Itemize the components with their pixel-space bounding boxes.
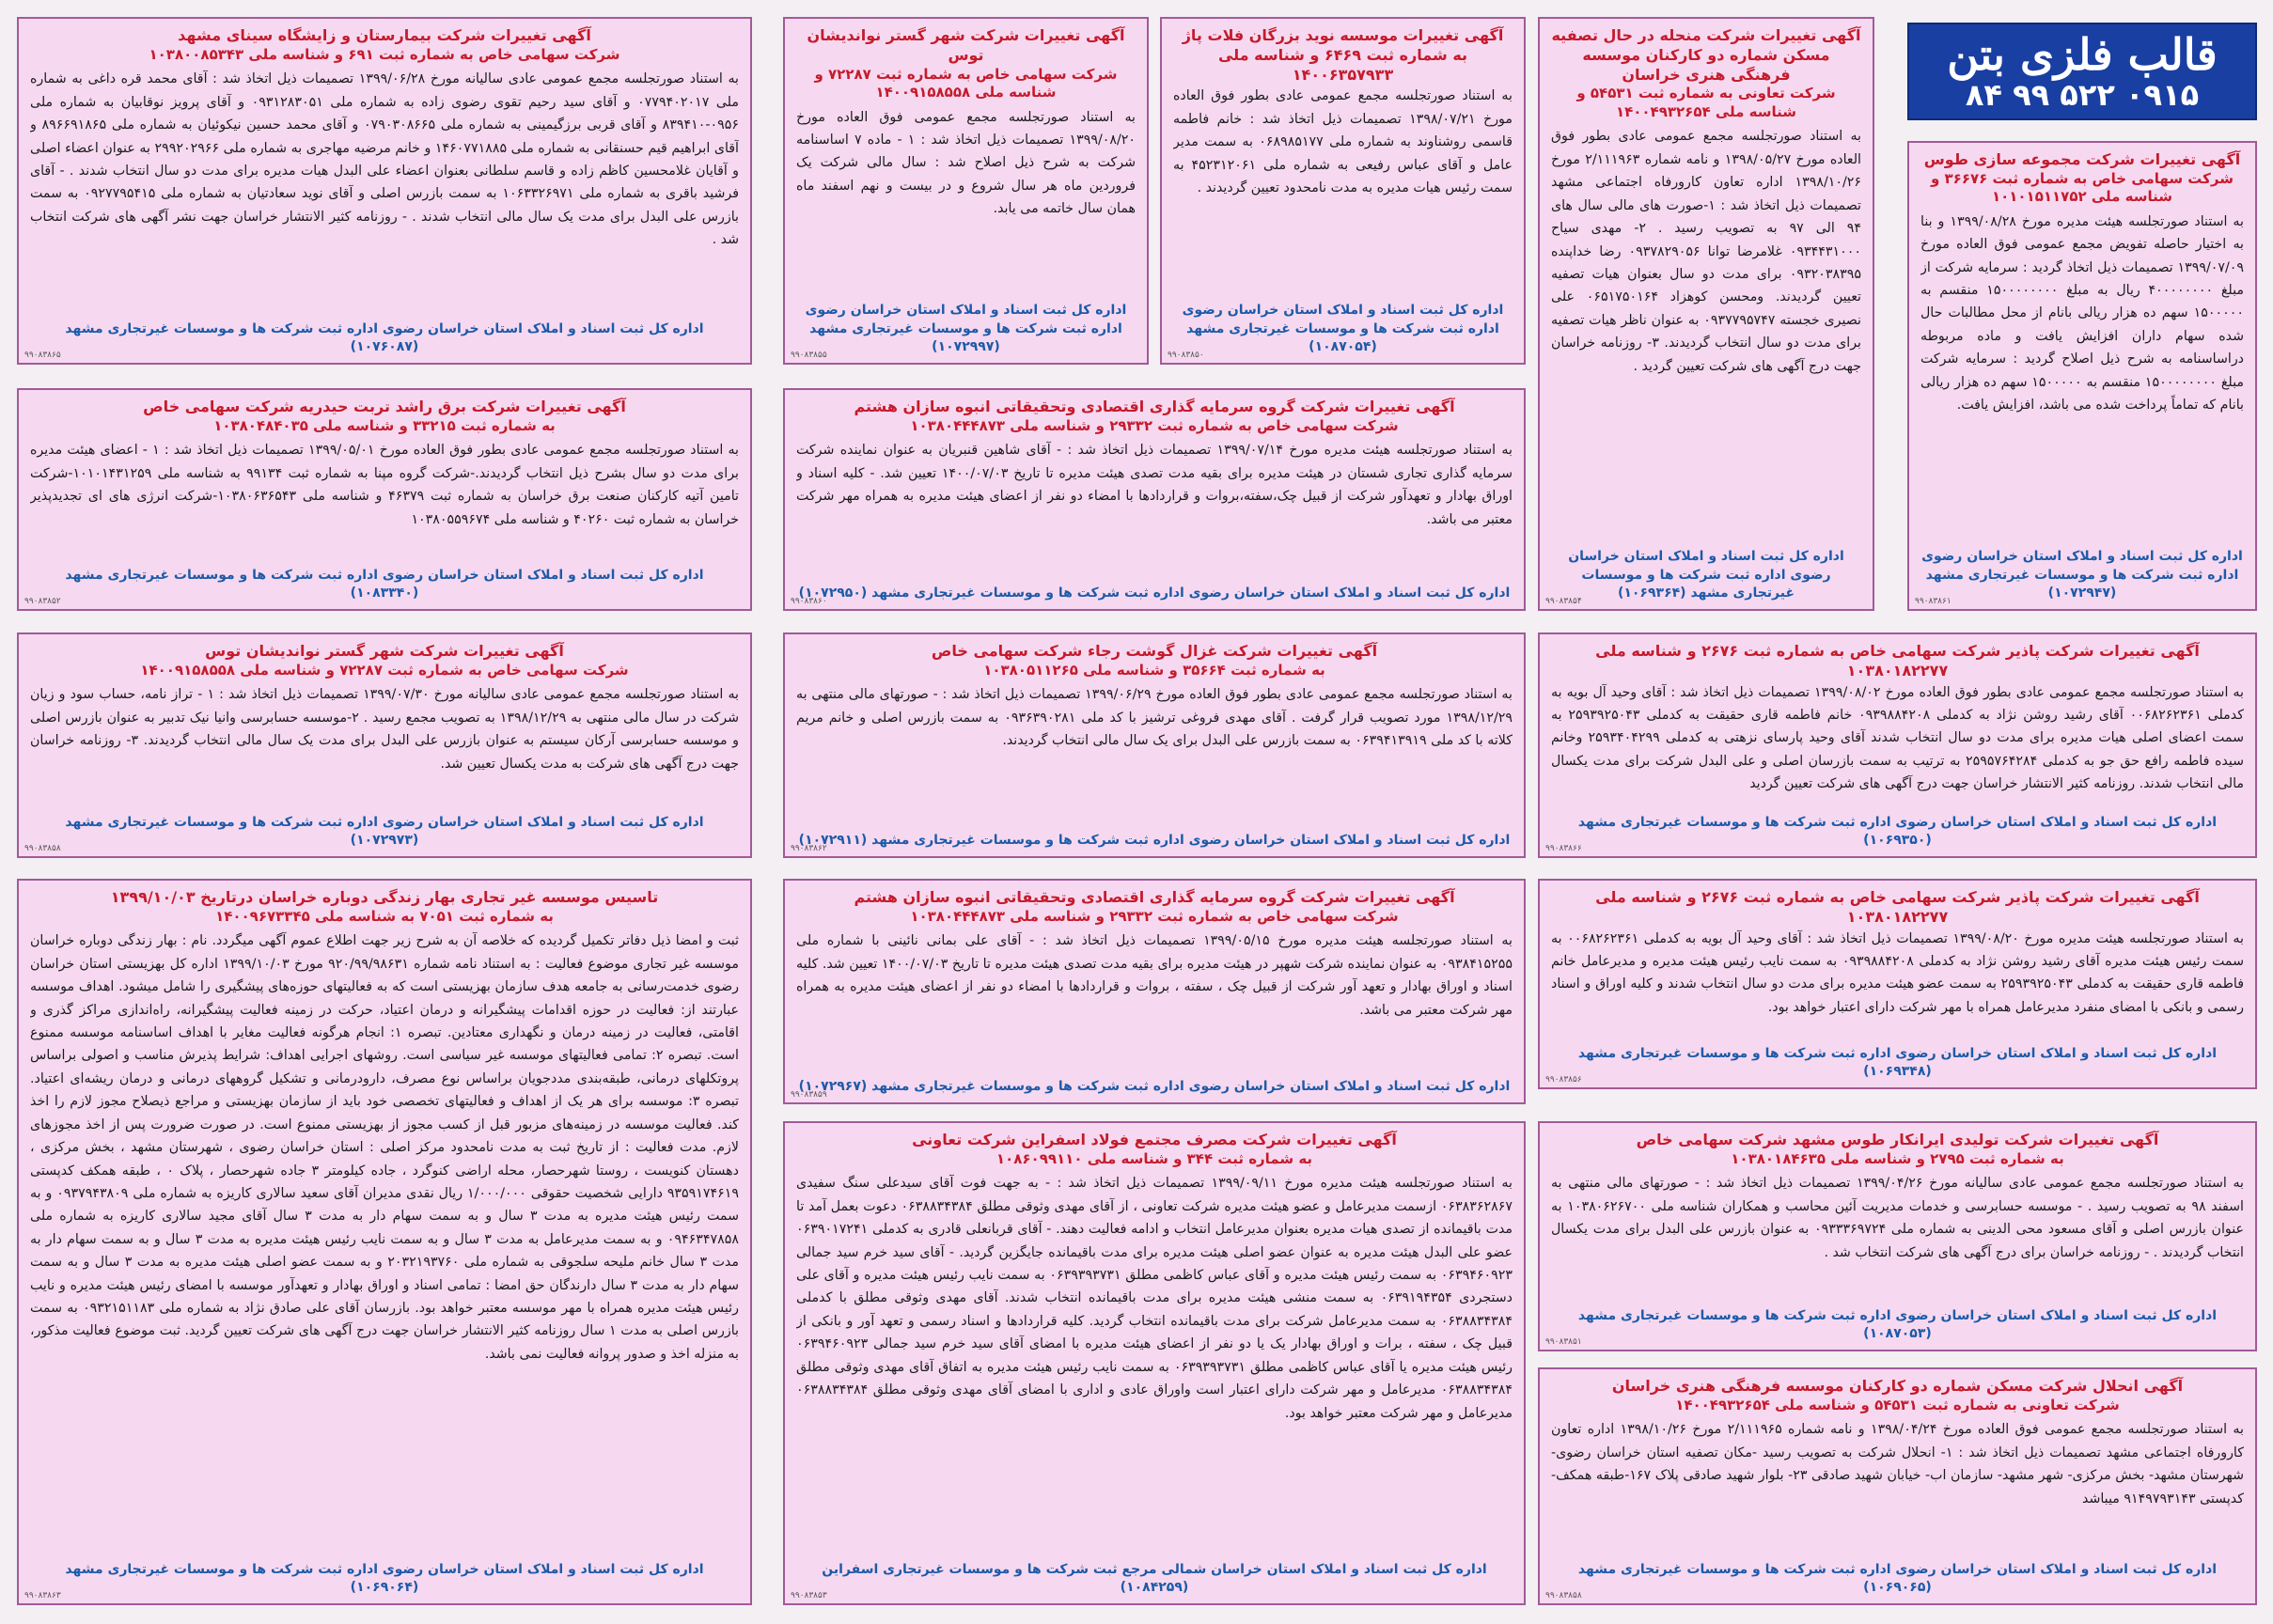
ad-card xyxy=(783,879,1526,1104)
ad-code: ۹۹۰۸۳۸۵۹ xyxy=(791,1090,827,1100)
ad-code: ۹۹۰۸۳۸۵۸ xyxy=(24,844,61,853)
ad-title: آگهی تغییرات شرکت تولیدی ایرانکار طوس مشهد شرکت سهامی خاص xyxy=(1636,1131,2159,1148)
ad-code: ۹۹۰۸۳۸۵۲ xyxy=(24,597,61,606)
ad-footer: اداره کل ثبت اسناد و املاک استان خراسان رضوی اداره ثبت شرکت ها و موسسات غیرتجاری مشهد (۱۰۸۳۳۴۰) xyxy=(65,567,704,601)
ad-card xyxy=(783,388,1526,611)
ad-subtitle: به شماره ثبت ۳۵۶۶۴ و شناسه ملی ۱۰۳۸۰۵۱۱۲۶۵ xyxy=(983,661,1325,679)
ad-footer: اداره کل ثبت اسناد و املاک استان خراسان رضوی اداره ثبت شرکت ها و موسسات غیرتجاری مشهد (۱۰۶۹۳۶۴) xyxy=(1568,549,1844,601)
ad-card xyxy=(1538,1367,2257,1605)
ad-code: ۹۹۰۸۳۸۵۵ xyxy=(791,351,827,360)
ad-title: آگهی تغییرات شرکت گروه سرمایه گذاری اقتصادی وتحقیقاتی انبوه سازان هشتم xyxy=(854,888,1455,906)
ad-title: آگهی تغییرات شرکت بیمارستان و زایشگاه سینای مشهد xyxy=(178,26,591,44)
ad-card xyxy=(17,388,752,611)
ad-card xyxy=(17,879,752,1605)
ad-title: آگهی تغییرات موسسه نوید بزرگان فلات پاژ به شماره ثبت ۶۴۶۹ و شناسه ملی ۱۴۰۰۶۳۵۷۹۳۳ xyxy=(1182,26,1504,84)
ad-footer: اداره کل ثبت اسناد و املاک استان خراسان رضوی اداره ثبت شرکت ها و موسسات غیرتجاری مشهد (۱۰۷۲۹۵۰) xyxy=(798,586,1511,601)
ad-card xyxy=(783,17,1149,365)
ad-body: به استناد صورتجلسه هیئت مدیره مورخ ۱۳۹۹/۰۵/۱۵ تصمیمات ذیل اتخاذ شد : - آقای علی بمانی نائینی با شماره ملی ۰۹۳۸۴۱۵۲۵۵ به عنوان نماینده شرکت شهپر در هیئت مدیره برای بقیه مدت تصدی هیئت مدیره تا تاریخ ۱۴۰۰/۰۷/۰۳ تعیین شد. کلیه اسناد و اوراق بهادار و تعهد آور شرکت از قبیل چک ، سفته ، بروات و قراردادها با امضاء دو نفر از اعضای هیئت مدیره به همراه مهر شرکت معتبر می باشد. xyxy=(796,933,1513,1018)
ad-body: ثبت و امضا ذیل دفاتر تکمیل گردیده که خلاصه آن به شرح زیر جهت اطلاع عموم آگهی میگردد. نام : بهار زندگی دوباره خراسان موسسه غیر تجاری موضوع فعالیت : به استناد نامه شماره ۹۲۰/۹۹/۹۸۶۳۱ مورخ ۱۳۹۹/۱۰/۰۳ اداره کل بهزیستی استان خراسان رضوی خدمت‌رسانی به جامعه هدف سازمان بهزیستی است که به فعالیتهای حوزه‌های پیشگیری را شامل میشود. اهداف موسسه عبارتند از: فعالیت در حوزه اقدامات پیشگیرانه و درمان اعتیاد، حرکت در زمینه فعالیت پیشگیرانه، راه‌اندازی مراکز گذری و اقامتی، فعالیت در زمینه درمان و نگهداری معتادین. تبصره ۱: انجام هرگونه فعالیت مغایر با اهداف اساسنامه موسسه ممنوع است. تبصره ۲: تمامی فعالیتهای موسسه غیر سیاسی است. روشهای اجرایی اهداف: شرایط پذیرش مناسب و اصولی براساس پروتکلهای درمانی، طبقه‌بندی مددجویان براساس نوع مصرف، دارودرمانی و تشکیل گروههای درمانی و درمان ریشه‌ای اعتیاد. تبصره ۳: موسسه برای هر یک از اهداف و فعالیتهای تخصصی خود باید از سازمان بهزیستی و مراجع ذیصلاح مجوز لازم را اخذ کند. فعالیت موسسه در زمینه‌های مزبور قبل از کسب مجوز از بهزیستی ممنوع است. در صورت ضرورت پس از اخذ مجوزهای لازم. مدت فعالیت : از تاریخ ثبت به مدت نامحدود مرکز اصلی : استان خراسان رضوی ، شهرستان مشهد ، بخش مرکزی ، دهستان کنویست ، روستا شهرحصار، محله اراضی کنوگرد ، جاده کیلومتر ۳ جاده شهرحصار ، پلاک ۰ ، طبقه همکف کدپستی ۹۳۵۹۱۷۴۶۱۹ دارایی شخصیت حقوقی ۱/۰۰۰/۰۰۰ ریال نقدی مدیران آقای سعید سالاری کاریزه به شماره ملی ۰۹۳۷۹۴۳۸۰۹ و به سمت رئیس هیئت مدیره به مدت ۳ سال و به سمت سهام دار به مدت ۳ سال آقای مجید سالاری کاریزه به شماره ملی ۰۹۴۶۳۴۷۸۵۸ و به سمت مدیرعامل به مدت ۳ سال و به سمت نایب رئیس هیئت مدیره به مدت ۳ سال و به سمت سهام دار به مدت ۳ سال خانم ملیحه سلجوقی به شماره ملی ۲۰۳۲۱۹۳۷۶۰ و به سمت عضو اصلی هیئت مدیره به مدت ۳ سال و به سمت سهام دار به مدت ۳ سال دارندگان حق امضا : تمامی اسناد و اوراق بهادار و تعهدآور موسسه با امضای رئیس هیئت مدیره و نایب رئیس هیئت مدیره همراه با مهر موسسه معتبر خواهد بود. بازرسان آقای علی صادق نژاد به شماره ملی ۰۹۳۲۱۵۱۱۸۳ به سمت بازرس اصلی به مدت ۱ سال روزنامه کثیر الانتشار خراسان جهت درج آگهی های شرکت تعیین گردید. ثبت موضوع فعالیت مذکور، به منزله اخذ و صدور پروانه فعالیت نمی باشد. xyxy=(30,933,739,1362)
ad-body: به استناد صورتجلسه هیئت مدیره مورخ ۱۳۹۹/۰۸/۲۸ و بنا به اختیار حاصله تفویض مجمع عمومی فوق العاده مورخ ۱۳۹۹/۰۷/۰۹ تصمیمات ذیل اتخاذ گردید : سرمایه شرکت از مبلغ ۴۰۰۰۰۰۰۰۰ ریال به مبلغ ۱۵۰۰۰۰۰۰۰۰ منقسم به ۱۵۰۰۰۰۰ سهم ده هزار ریالی بانام از محل مطالبات حال شده سهام داران افزایش یافت و ماده مربوطه دراساسنامه به شرح ذیل اصلاح گردید : سرمایه شرکت مبلغ ۱۵۰۰۰۰۰۰۰۰ منقسم به ۱۵۰۰۰۰۰ سهم ده هزار ریالی بانام که تماماً پرداخت شده می باشد، افزایش یافت. xyxy=(1920,213,2244,414)
ad-body: به استناد صورتجلسه هیئت مدیره مورخ ۱۳۹۹/۰۸/۲۰ تصمیمات ذیل اتخاذ شد : آقای وحید آل بویه به کدملی ۰۰۶۸۲۶۲۳۶۱ به سمت رئیس هیئت مدیره آقای رشید روشن نژاد به کدملی ۰۹۳۹۸۸۴۲۰۸ به سمت نایب رئیس هیئت مدیره و مدیرعامل خانم فاطمه قاری حقیقت به کدملی ۲۵۹۳۹۲۵۰۴۳ به سمت عضو هیئت مدیره برای مدت دو سال انتخاب شدند و کلیه اوراق و اسناد رسمی و بانکی با امضای منفرد مدیرعامل همراه با مهر شرکت دارای اعتبار خواهد بود. xyxy=(1551,930,2244,1015)
ad-code: ۹۹۰۸۳۸۵۴ xyxy=(1545,597,1582,606)
ad-code: ۹۹۰۸۳۸۵۶ xyxy=(1545,1075,1582,1085)
ad-body: به استناد صورتجلسه مجمع عمومی عادی بطور فوق العاده مورخ ۱۳۹۹/۰۵/۰۱ تصمیمات ذیل اتخاذ شد : ۱ - اعضای هیئت مدیره برای مدت دو سال بشرح ذیل انتخاب گردیدند.-شرکت گروه مپنا به شماره ثبت ۹۹۱۳۴ به شناسه ملی ۱۰۱۰۱۴۳۱۲۵۹-شرکت تامین آتیه کارکنان صنعت برق خراسان به شماره ثبت ۴۶۳۷۹ و شناسه ملی ۱۰۳۸۰۶۳۶۵۴۳-شرکت انرژی های ای تجدیدپذیر خراسان به شماره ثبت ۴۰۲۶۰ و شناسه ملی ۱۰۳۸۰۵۵۹۶۷۴ xyxy=(30,443,739,527)
ad-footer: اداره کل ثبت اسناد و املاک استان خراسان رضوی اداره ثبت شرکت ها و موسسات غیرتجاری مشهد (۱۰۷۲۹۹۷) xyxy=(805,303,1127,355)
ad-code: ۹۹۰۸۳۸۶۱ xyxy=(1915,597,1952,606)
ad-body: به استناد صورتجلسه مجمع عمومی عادی سالیانه مورخ ۱۳۹۹/۰۴/۲۶ تصمیمات ذیل اتخاذ شد : - صورتهای مالی منتهی به اسفند ۹۸ به تصویب رسید . - موسسه حسابرسی و خدمات مدیریت آئین محاسب و همکاران شناسه ملی ۱۰۳۸۰۶۲۶۷۰۰ به عنوان بازرس اصلی و آقای مسعود محی الدینی به شماره ملی ۰۹۳۳۳۶۹۷۲۴ به عنوان بازرس علی البدل برای مدت یکسال انتخاب گردیدند . - روزنامه خراسان برای درج آگهی های شرکت انتخاب شد . xyxy=(1551,1176,2244,1260)
ad-title: آگهی تغییرات شرکت مجموعه سازی طوس xyxy=(1923,150,2241,168)
ad-subtitle: شرکت سهامی خاص به شماره ثبت ۲۹۳۳۲ و شناسه ملی ۱۰۳۸۰۴۴۴۸۷۳ xyxy=(910,416,1399,434)
ad-footer: اداره کل ثبت اسناد و املاک استان خراسان رضوی اداره ثبت شرکت ها و موسسات غیرتجاری مشهد (۱۰۶۹۰۶۴) xyxy=(65,1561,704,1596)
ad-subtitle: به شماره ثبت ۳۴۴ و شناسه ملی ۱۰۸۶۰۹۹۱۱۰ xyxy=(995,1149,1313,1167)
ad-title: آگهی تغییرات شرکت شهر گستر نوانديشان توس xyxy=(205,642,564,660)
ad-subtitle: شرکت سهامی خاص به شماره ثبت ۶۹۱ و شناسه ملی ۱۰۳۸۰۰۸۵۳۴۳ xyxy=(149,45,620,63)
ad-footer: اداره کل ثبت اسناد و املاک استان خراسان رضوی اداره ثبت شرکت ها و موسسات غیرتجاری مشهد (۱۰۶۹۰۶۵) xyxy=(1577,1561,2218,1596)
ad-code: ۹۹۰۸۳۸۵۰ xyxy=(1168,351,1204,360)
ad-body: به استناد صورتجلسه مجمع عمومی عادی بطور فوق العاده مورخ ۱۳۹۸/۰۷/۲۱ تصمیمات ذیل اتخاذ شد : خانم فاطمه قاسمی روشناوند به شماره ملی ۰۶۸۹۸۵۱۷۷ به سمت مدیر عامل و آقای عباس رفیعی به شماره ملی ۴۵۲۳۱۲۰۶۱ به سمت رئیس هیات مدیره به مدت نامحدود تعیین گردیدند . xyxy=(1173,88,1513,196)
ad-subtitle: به شماره ثبت ۷۰۵۱ به شناسه ملی ۱۴۰۰۹۶۷۳۳۴۵ xyxy=(215,907,554,925)
ad-card xyxy=(783,1121,1526,1605)
ad-footer: اداره کل ثبت اسناد و املاک استان خراسان شمالی مرجع ثبت شرکت ها و موسسات غیرتجاری اسفراین (۱۰۸۴۲۵۹) xyxy=(822,1561,1487,1596)
ad-footer: اداره کل ثبت اسناد و املاک استان خراسان رضوی اداره ثبت شرکت ها و موسسات غیرتجاری مشهد (۱۰۶۹۳۵۰) xyxy=(1577,814,2218,849)
ad-subtitle: به شماره ثبت ۳۳۲۱۵ و شناسه ملی ۱۰۳۸۰۴۸۴۰۳۵ xyxy=(213,416,556,434)
ad-title: آگهی تغییرات شرکت غزال گوشت رجاء شرکت سهامی خاص xyxy=(931,642,1378,660)
ad-body: به استناد صورتجلسه مجمع عمومی فوق العاده مورخ ۱۳۹۸/۰۴/۲۴ و نامه شماره ۲/۱۱۱۹۶۵ مورخ ۱۳۹۸/۱۰/۲۶ اداره تعاون کارورفاه اجتماعی مشهد تصمیمات ذیل اتخاذ شد : ۱- انحلال شرکت به تصویب رسید -مکان تصفیه استان خراسان رضوی- شهرستان مشهد- بخش مرکزی- شهر مشهد- سازمان اب- خیابان شهید صادقی ۲۳- بلوار شهید صادقی پلاک ۱۶۷-طبقه همکف- کدپستی ۹۱۴۹۷۹۳۱۴۳ میباشد xyxy=(1551,1422,2244,1507)
ad-code: ۹۹۰۸۳۸۵۳ xyxy=(791,1591,827,1601)
ad-footer: اداره کل ثبت اسناد و املاک استان خراسان رضوی اداره ثبت شرکت ها و موسسات غیرتجاری مشهد (۱۰۷۲۹۱۱) xyxy=(798,833,1511,849)
ad-subtitle: شرکت تعاونی به شماره ثبت ۵۴۵۳۱ و شناسه ملی ۱۴۰۰۴۹۳۲۶۵۴ xyxy=(1576,85,1836,120)
ad-card xyxy=(17,17,752,365)
ad-subtitle: شرکت سهامی خاص به شماره ثبت ۳۶۶۷۶ و شناسه ملی ۱۰۱۰۱۵۱۱۷۵۲ xyxy=(1930,169,2234,206)
ad-body: به استناد صورتجلسه مجمع عمومی عادی سالیانه مورخ ۱۳۹۹/۰۶/۲۸ تصمیمات ذیل اتخاذ شد : آقای محمد قره داغی به شماره ملی ۰۷۷۹۴۰۲۰۱۷ و آقای سید رحیم تقوی رضوی زاده به شماره ملی ۰۹۳۱۲۸۳۰۵۱ و آقای پرویز نوقابیان به شماره ملی ۰۹۵۶-۸۳۹۴۱۰ و آقای قربی برزگیمینی به شماره ملی ۰۷۹۰۳۰۸۶۶۵ و آقای محمد حسین نیکوئیان به شماره ملی ۸۹۶۶۹۱۸۶۵ و آقای ابراهیم قیم حسنقانی به شماره ملی ۱۴۶۰۷۷۱۸۸۵ و خانم مرضیه مهاجری به شماره ملی ۲۹۹۲۰۲۹۶۶ به عنوان اعضاء اصلی و آقایان غلامحسین کاظم زاده و قاسم سلطانی بعنوان اعضاء علی البدل هیات مدیره برای مدت دو سال انتخاب شدند . - آقای فرشید باقری به شماره ملی ۱۰۶۳۳۲۶۹۷۱ به سمت بازرس اصلی و آقای نوید سعادتیان به شماره ملی ۰۹۲۷۷۹۵۴۱۵ به سمت بازرس علی البدل برای مدت یک سال مالی انتخاب شدند . - روزنامه کثیر الانتشار خراسان جهت نشر آگهی های شرکت انتخاب شد . xyxy=(30,71,739,248)
ad-code: ۹۹۰۸۳۸۶۵ xyxy=(24,351,61,360)
ad-footer: اداره کل ثبت اسناد و املاک استان خراسان رضوی اداره ثبت شرکت ها و موسسات غیرتجاری مشهد (۱۰۷۲۹۴۷) xyxy=(1921,549,2243,601)
ad-card xyxy=(1538,17,1874,611)
ad-footer: اداره کل ثبت اسناد و املاک استان خراسان رضوی اداره ثبت شرکت ها و موسسات غیرتجاری مشهد (۱۰۸۷۰۵۴) xyxy=(1182,303,1504,355)
ad-title: آگهی تغییرات شرکت پاذیر شرکت سهامی خاص به شماره ثبت ۲۶۷۶ و شناسه ملی ۱۰۳۸۰۱۸۲۲۷۷ xyxy=(1595,642,2200,679)
ad-title: آگهی تغییرات شرکت برق راشد تربت حیدریه شرکت سهامی خاص xyxy=(143,398,626,415)
ad-footer: اداره کل ثبت اسناد و املاک استان خراسان رضوی اداره ثبت شرکت ها و موسسات غیرتجاری مشهد (۱۰۷۲۹۶۷) xyxy=(798,1079,1511,1095)
ad-body: به استناد صورتجلسه هیئت مدیره مورخ ۱۳۹۹/۰۷/۱۴ تصمیمات ذیل اتخاذ شد : - آقای شاهین قنبریان به عنوان نماینده شرکت سرمایه گذاری تجاری شستان در هیئت مدیره برای بقیه مدت تصدی هیئت مدیره تا تاریخ ۱۴۰۰/۰۷/۰۳ تعیین شد. - کلیه اسناد و اوراق بهادار و تعهدآور شرکت از قبیل چک،سفته،بروات و قراردادها با امضاء دو نفر از اعضای هیئت مدیره به همراه مهر شرکت معتبر می باشد. xyxy=(796,443,1513,527)
ad-body: به استناد صورتجلسه مجمع عمومی عادی سالیانه مورخ ۱۳۹۹/۰۷/۳۰ تصمیمات ذیل اتخاذ شد : ۱ - تراز نامه، حساب سود و زیان شرکت در سال مالی منتهی به ۱۳۹۸/۱۲/۲۹ به تصویب مجمع رسید . ۲-موسسه حسابرسی وانیا نیک تدبیر به عنوان بازرس اصلی و موسسه حسابرسی آرکان سیستم به عنوان بازرس علی البدل برای مدت یک سال مالی انتخاب گردیدند. ۳- روزنامه خراسان جهت درج آگهی های شرکت به مدت یکسال تعیین شد. xyxy=(30,687,739,772)
ad-card xyxy=(1538,632,2257,858)
ad-title: آگهی تغییرات شرکت گروه سرمایه گذاری اقتصادی وتحقیقاتی انبوه سازان هشتم xyxy=(854,398,1455,415)
ad-subtitle: شرکت سهامی خاص به شماره ثبت ۷۲۲۸۷ و شناسه ملی ۱۴۰۰۹۱۵۸۵۵۸ xyxy=(814,65,1118,102)
ad-code: ۹۹۰۸۳۸۶۶ xyxy=(1545,844,1582,853)
ad-code: ۹۹۰۸۳۸۶۳ xyxy=(24,1591,61,1601)
ad-title: آگهی تغییرات شرکت شهر گستر نوانديشان توس xyxy=(807,26,1125,64)
ad-card xyxy=(1538,1121,2257,1351)
ad-subtitle: شرکت سهامی خاص به شماره ثبت ۲۹۳۳۲ و شناسه ملی ۱۰۳۸۰۴۴۴۸۷۳ xyxy=(910,907,1399,925)
logo-title: قالب فلزی بتن xyxy=(1947,29,2218,81)
ad-code: ۹۹۰۸۳۸۶۰ xyxy=(791,597,827,606)
ad-title: آگهی تغییرات شرکت منحله در حال تصفیه مسکن شماره دو کارکنان موسسه فرهنگی هنری خراسان xyxy=(1551,26,1861,84)
ad-title: آگهی تغییرات شرکت مصرف مجتمع فولاد اسفراین شرکت تعاونی xyxy=(912,1131,1397,1148)
ad-card xyxy=(783,632,1526,858)
ad-subtitle: شرکت سهامی خاص به شماره ثبت ۷۲۲۸۷ و شناسه ملی ۱۴۰۰۹۱۵۸۵۵۸ xyxy=(140,661,629,679)
ad-card xyxy=(1538,879,2257,1089)
advertisement-logo xyxy=(1907,23,2257,120)
ad-code: ۹۹۰۸۳۸۶۲ xyxy=(791,844,827,853)
ad-card xyxy=(1160,17,1526,365)
ad-body: به استناد صورتجلسه مجمع عمومی عادی بطور فوق العاده مورخ ۱۳۹۹/۰۶/۲۹ تصمیمات ذیل اتخاذ شد : - صورتهای مالی منتهی به ۱۳۹۸/۱۲/۲۹ مورد تصویب قرار گرفت . آقای مهدی فروغی ترشیز با کد ملی ۰۹۳۶۳۹۰۲۸۱ به سمت بازرس اصلی و خانم مریم کلاته با کد ملی ۰۶۳۹۴۱۳۹۱۹ به سمت بازرس علی البدل برای یک سال مالی انتخاب گردیدند. xyxy=(796,687,1513,749)
ad-body: به استناد صورتجلسه مجمع عمومی عادی بطور فوق العاده مورخ ۱۳۹۹/۰۸/۰۲ تصمیمات ذیل اتخاذ شد : آقای وحید آل بویه به کدملی ۰۰۶۸۲۶۲۳۶۱ آقای رشید روشن نژاد به کدملی ۰۹۳۹۸۸۴۲۰۸ خانم فاطمه قاری حقیقت به کدملی ۲۵۹۳۹۲۵۰۴۳ به سمت اعضای اصلی هیات مدیره برای مدت دو سال انتخاب شدند آقای وحید پارسای نزهتی به کدملی ۲۵۹۳۴۰۴۲۹۹ وخانم سیده فاطمه رافع حق جو به کدملی ۲۵۹۵۷۶۴۲۸۴ به ترتیب به سمت بازرسان اصلی و علی البدل شرکت برای مدت یکسال مالی انتخاب شدند. روزنامه کثیر الانتشار خراسان جهت درج آگهی های شرکت تعیین گردید xyxy=(1551,684,2244,792)
ad-footer: اداره کل ثبت اسناد و املاک استان خراسان رضوی اداره ثبت شرکت ها و موسسات غیرتجاری مشهد (۱۰۷۶۰۸۷) xyxy=(65,320,704,355)
ad-title: آگهی تغییرات شرکت پاذیر شرکت سهامی خاص به شماره ثبت ۲۶۷۶ و شناسه ملی ۱۰۳۸۰۱۸۲۲۷۷ xyxy=(1595,888,2200,926)
ad-footer: اداره کل ثبت اسناد و املاک استان خراسان رضوی اداره ثبت شرکت ها و موسسات غیرتجاری مشهد (۱۰۸۷۰۵۳) xyxy=(1577,1307,2218,1342)
ad-footer: اداره کل ثبت اسناد و املاک استان خراسان رضوی اداره ثبت شرکت ها و موسسات غیرتجاری مشهد (۱۰۷۲۹۷۳) xyxy=(65,814,704,849)
ad-title: تاسیس موسسه غیر تجاری بهار زندگی دوباره خراسان درتاریخ ۱۳۹۹/۱۰/۰۳ xyxy=(110,888,659,906)
ad-card xyxy=(17,632,752,858)
ad-code: ۹۹۰۸۳۸۵۱ xyxy=(1545,1337,1582,1347)
ad-code: ۹۹۰۸۳۸۵۸ xyxy=(1545,1591,1582,1601)
logo-phone: ۰۹۱۵ ۵۲۲ ۹۹ ۸۴ xyxy=(1965,76,2200,113)
ad-subtitle: شرکت تعاونی به شماره ثبت ۵۴۵۳۱ و شناسه ملی ۱۴۰۰۴۹۳۲۶۵۴ xyxy=(1675,1396,2120,1413)
ad-body: به استناد صورتجلسه مجمع عمومی فوق العاده مورخ ۱۳۹۹/۰۸/۲۰ تصمیمات ذیل اتخاذ شد : ۱ - ماده ۷ اساسنامه شرکت به شرح ذیل اصلاح شد : سال مالی شرکت یک فروردین ماه هر سال شروع و در بیست و نهم اسفند ماه همان سال خاتمه می یابد. xyxy=(796,109,1136,217)
ad-footer: اداره کل ثبت اسناد و املاک استان خراسان رضوی اداره ثبت شرکت ها و موسسات غیرتجاری مشهد (۱۰۶۹۳۴۸) xyxy=(1577,1045,2218,1080)
ad-title: آگهی انحلال شرکت مسکن شماره دو کارکنان موسسه فرهنگی هنری خراسان xyxy=(1611,1377,2184,1395)
ad-card xyxy=(1907,141,2257,611)
ad-subtitle: به شماره ثبت ۲۷۹۵ و شناسه ملی ۱۰۳۸۰۱۸۴۶۳۵ xyxy=(1731,1149,2064,1167)
ad-body: به استناد صورتجلسه مجمع عمومی عادی بطور فوق العاده مورخ ۱۳۹۸/۰۵/۲۷ و نامه شماره ۲/۱۱۱۹۶۳ مورخ ۱۳۹۸/۱۰/۲۶ اداره تعاون کارورفاه اجتماعی مشهد تصمیمات ذیل اتخاذ شد : ۱-صورت های مالی سال های ۹۴ الی ۹۷ به تصویب رسید . ۲- مهدی سیاح ۰۹۳۴۴۳۱۰۰۰ غلامرضا توانا ۰۹۳۷۸۲۹۰۵۶ رضا خداپنده ۰۹۳۲۰۳۸۳۹۵ برای مدت دو سال بعنوان هیات تصفیه تعیین گردیدند. ومحسن کوهزاد ۰۶۵۱۷۵۰۱۶۴ علی نصیری خجسته ۰۹۳۷۷۹۵۷۴۷ به عنوان ناظر هیات تصفیه برای مدت دو سال انتخاب گردیدند. ۳- روزنامه خراسان جهت درج آگهی های شرکت تعیین گردید . xyxy=(1551,129,1861,374)
ad-body: به استناد صورتجلسه هیئت مدیره مورخ ۱۳۹۹/۰۹/۱۱ تصمیمات ذیل اتخاذ شد : - به جهت فوت آقای سیدعلی سنگ سفیدی ۰۶۳۸۳۶۲۸۶۷ ازسمت مدیرعامل و عضو هیئت مدیره شرکت تعاونی ، از آقای مهدی وثوقی مطلق ۰۶۳۸۸۳۴۳۸۴ دعوت بعمل آمد تا مدت باقیمانده از تصدی هیات مدیره بعنوان مدیرعامل انتخاب و ادامه فعالیت دهند. - آقای قربانعلی قادری به کدملی ۰۶۳۹۰۱۷۲۴۱ عضو علی البدل هیئت مدیره به عنوان عضو اصلی هیئت مدیره برای مدت باقیمانده جایگزین گردید. - آقای سید خرم سید جمالی ۰۶۳۹۴۶۰۹۲۳ به سمت رئیس هیئت مدیره و آقای عباس کاظمی مطلق ۰۶۳۹۳۹۳۷۳۱ به سمت نایب رئیس هیئت مدیره و آقای علی دستجردی ۰۶۳۹۱۹۴۳۵۴ به سمت منشی هیئت مدیره برای مدت باقیمانده انتخاب شدند. آقای مهدی وثوقی مطلق با کدملی ۰۶۳۸۸۳۴۳۸۴ به سمت مدیرعامل شرکت برای مدت باقیمانده انتخاب گردید. کلیه قراردادها و اسناد رسمی و تعهد آور و بانکی از قبیل چک ، سفته ، برات و اوراق بهادار یک یا دو نفر از اعضای هیئت مدیره با امضای آقای سید خرم سید جمالی ۰۶۳۹۴۶۰۹۲۳ رئیس هیئت مدیره یا آقای عباس کاظمی مطلق ۰۶۳۹۳۹۳۷۳۱ به سمت نایب رئیس هیئت مدیره به اتفاق آقای مهدی وثوقی مطلق ۰۶۳۸۸۳۴۳۸۴ مدیرعامل و مهر شرکت دارای اعتبار است واوراق عادی و اداری با امضای آقای مهدی وثوقی مطلق ۰۶۳۸۸۳۴۳۸۴ مدیرعامل و مهر شرکت معتبر خواهد بود. xyxy=(796,1176,1513,1421)
